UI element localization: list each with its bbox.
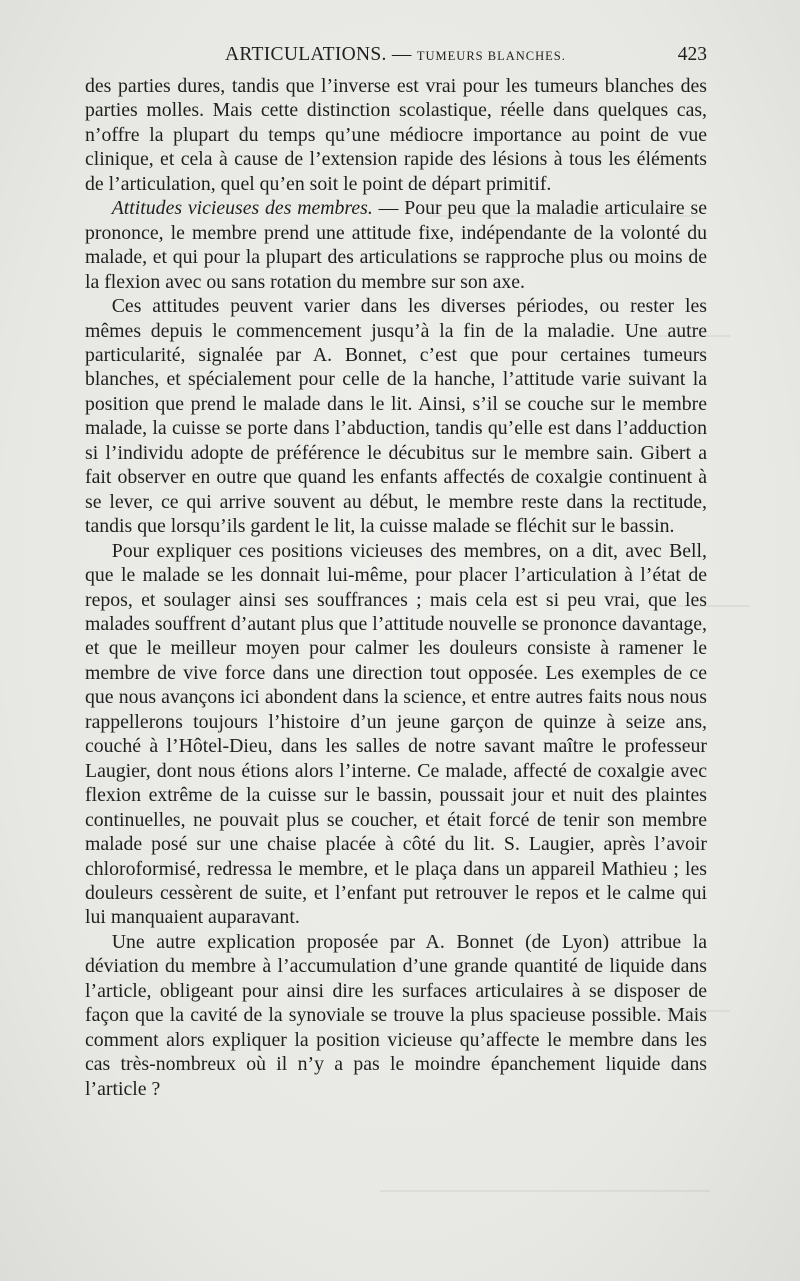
paragraph-4 [85, 539, 707, 930]
running-header [85, 44, 707, 72]
paragraph-5 [85, 930, 707, 1101]
paragraph-2 [85, 196, 707, 294]
paragraph-3-text: Ces attitudes peuvent varier dans les diverses périodes, ou rester les mêmes depuis le commencement jusqu’à la fin de la maladie. Une autre particularité, signalée par A. Bonnet, c’est que pour certaines tumeurs blanches, et spécialement pour celle de la hanche, l’attitude varie suivant la position que prend le malade dans le lit. Ainsi, s’il se couche sur le membre malade, la cuisse se porte dans l’abduction, tandis qu’elle est dans l’adduction si l’individu adopte de préférence le décubitus sur le membre sain. Gibert a fait observer en outre que quand les enfants affectés de coxalgie continuent à se lever, ce qui arrive souvent au début, le membre reste dans la rectitude, tandis que lorsqu’ils gardent le lit, la cuisse malade se fléchit sur le bassin. [85, 295, 707, 538]
paragraph-4-text: Pour expliquer ces positions vicieuses des membres, on a dit, avec Bell, que le malade se les donnait lui-même, pour placer l’articulation à l’état de repos, et soulager ainsi ses souffrances ; mais cela est si peu vrai, que les malades souffrent d’autant plus que l’attitude nouvelle se prononce davantage, et que le meilleur moyen pour calmer les douleurs consiste à ramener le membre de vive force dans une direction tout opposée. Les exemples de ce que nous avançons ici abondent dans la science, et entre autres faits nous nous rappellerons toujours l’histoire d’un jeune garçon de quinze à seize ans, couché à l’Hôtel-Dieu, dans les salles de notre savant maître le professeur Laugier, dont nous étions alors l’interne. Ce malade, affecté de coxalgie avec flexion extrême de la cuisse sur le bassin, poussait jour et nuit des plaintes continuelles, ne pouvait plus se coucher, et était forcé de tenir son membre malade posé sur une chaise placée à côté du lit. S. Laugier, après l’avoir chloroformisé, redressa le membre, et le plaça dans un appareil Mathieu ; les douleurs cessèrent de suite, et l’enfant put retrouver le repos et le calme qui lui manquaient auparavant. [85, 539, 707, 929]
body-text [85, 74, 707, 1101]
running-title-main: ARTICULATIONS. — [225, 44, 417, 65]
paragraph-3 [85, 294, 707, 539]
paragraph-5-text: Une autre explication proposée par A. Bonnet (de Lyon) attribue la déviation du membre à l’accumulation d’une grande quantité de liquide dans l’article, obligeant pour ainsi dire les surfaces articulaires à se disposer de façon que la cavité de la synoviale se trouve la plus spacieuse possible. Mais comment alors expliquer la position vicieuse qu’affecte le membre dans les cas très-nombreux où il n’y a pas le moindre épanchement liquide dans l’article ? [85, 930, 707, 1100]
paragraph-1 [85, 74, 707, 196]
section-heading-attitudes: Attitudes vicieuses des membres. [111, 197, 373, 220]
running-title [225, 44, 566, 66]
paragraph-2-text: — Pour peu que la maladie articulaire se prononce, le membre prend une attitude fixe, indépendante de la volonté du malade, et qui pour la plupart des articulations se rapproche plus ou moins de la flexion avec ou sans rotation du membre sur son axe. [85, 197, 707, 293]
paragraph-1-text: des parties dures, tandis que l’inverse est vrai pour les tumeurs blanches des parties molles. Mais cette distinction scolastique, réelle dans quelques cas, n’offre la plupart du temps qu’une médiocre importance au point de vue clinique, et cela à cause de l’extension rapide des lésions à tous les éléments de l’articulation, quel qu’en soit le point de départ primitif. [85, 75, 707, 195]
running-title-subtitle: TUMEURS BLANCHES. [416, 49, 566, 63]
page-number: 423 [677, 44, 707, 65]
